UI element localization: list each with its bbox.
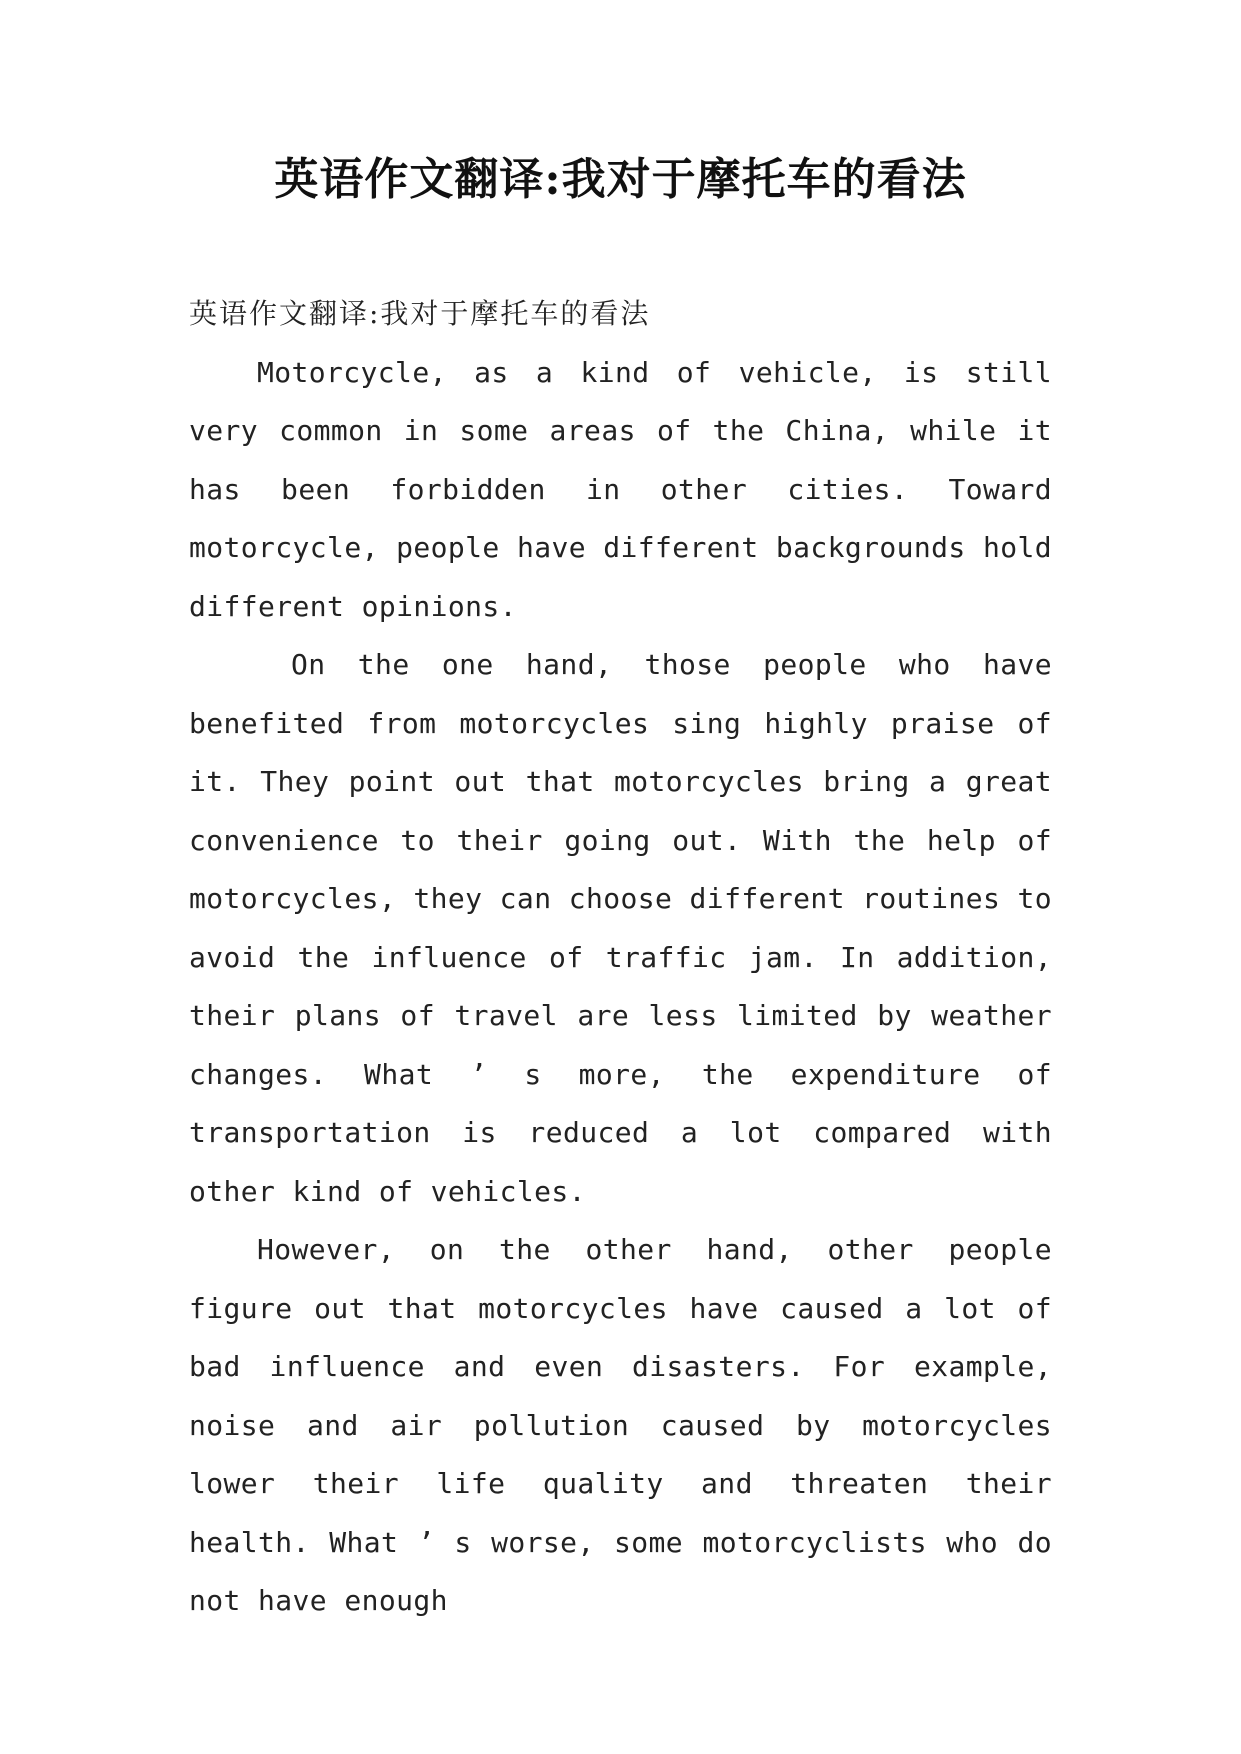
paragraph-2: On the one hand, those people who have benefited from motorcycles sing highly praise of it. They point out that motorcycles bring a great convenience to their going out. With the help of motorcycles, they can choose different routines to avoid the influence of traffic jam. In addition, their plans of travel are less limited by weather changes. What ’ s more, the expenditure of transportation is reduced a lot compared with other kind of vehicles. (189, 648, 1052, 1208)
document-title: 英语作文翻译:我对于摩托车的看法 (274, 154, 967, 205)
document-subtitle: 英语作文翻译:我对于摩托车的看法 (189, 297, 651, 330)
paragraph-3: However, on the other hand, other people figure out that motorcycles have caused a lot of bad influence and even disasters. For example, noise and air pollution caused by motorcycles lower their life quality and threaten their health. What ’ s worse, some motorcyclists who do not have enough (189, 1233, 1052, 1617)
document-body (189, 285, 1052, 1631)
paragraph-1: Motorcycle, as a kind of vehicle, is still very common in some areas of the China, while it has been forbidden in other cities. Toward motorcycle, people have different backgrounds hold different opinions. (189, 355, 1052, 623)
